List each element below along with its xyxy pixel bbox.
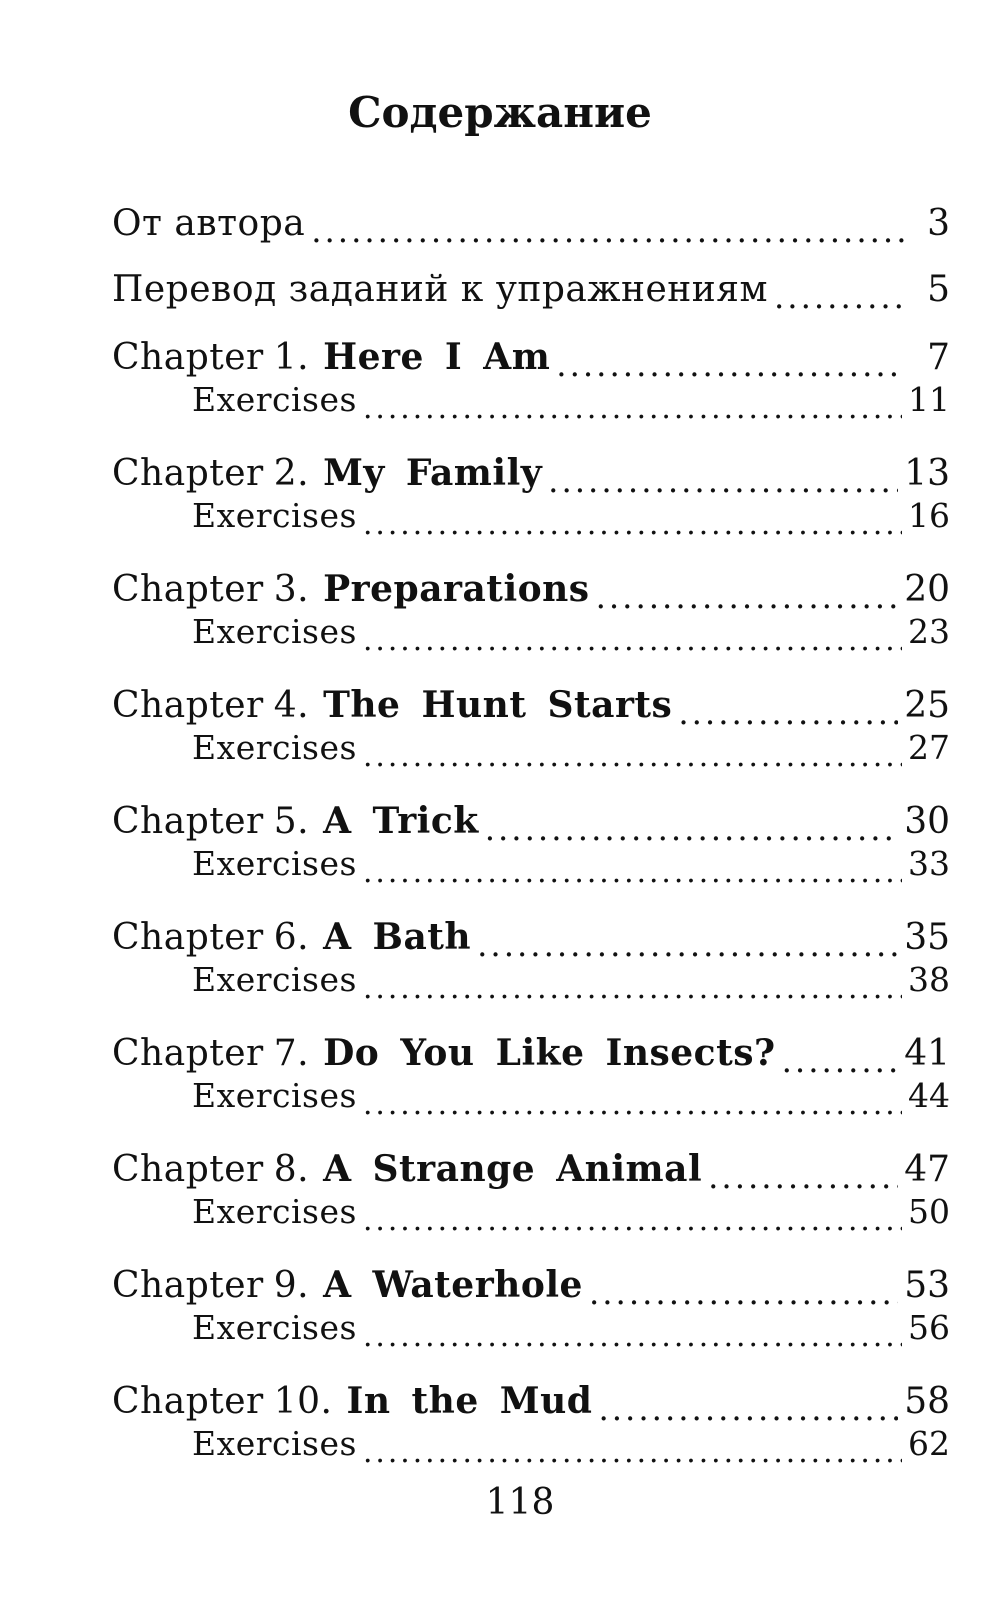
toc-page-number: 16	[908, 496, 950, 535]
dot-leader	[363, 399, 902, 432]
chapter-title: A Bath	[323, 916, 472, 958]
toc-entry-label	[112, 800, 479, 842]
chapter-word: Chapter	[112, 1033, 264, 1074]
page-title: Содержание	[348, 88, 652, 137]
toc-page-number: 23	[908, 612, 950, 651]
toc-entry-label	[112, 684, 672, 726]
toc-page-number: 53	[904, 1264, 950, 1306]
exercises-label: Exercises	[192, 1424, 357, 1463]
chapter-number: 9.	[273, 1265, 310, 1306]
dot-leader	[363, 979, 902, 1012]
dot-leader	[363, 1095, 902, 1128]
chapter-title: Do You Like Insects?	[323, 1032, 776, 1074]
exercises-label: Exercises	[192, 844, 357, 883]
toc-entry-task-translation[interactable]	[112, 256, 950, 322]
dot-leader	[782, 1050, 899, 1086]
chapter-title: A Waterhole	[323, 1264, 583, 1306]
dot-leader	[598, 1398, 898, 1434]
toc-page-number: 62	[908, 1424, 950, 1463]
chapter-number: 7.	[273, 1033, 310, 1074]
toc-page-number: 27	[908, 728, 950, 767]
dot-leader	[596, 586, 899, 622]
toc-page-number: 30	[904, 800, 950, 842]
dot-leader	[774, 286, 904, 322]
chapter-word: Chapter	[112, 685, 264, 726]
dot-leader	[556, 354, 904, 390]
toc-page-number: 44	[908, 1076, 950, 1115]
chapter-title: My Family	[323, 452, 543, 494]
toc-entry-label	[112, 1032, 776, 1074]
toc-page-number: 7	[927, 336, 950, 378]
toc-page-number: 50	[908, 1192, 950, 1231]
toc-page-number: 25	[904, 684, 950, 726]
exercises-label: Exercises	[192, 728, 357, 767]
chapter-word: Chapter	[112, 1265, 264, 1306]
chapter-word: Chapter	[112, 1149, 264, 1190]
chapter-word: Chapter	[112, 801, 264, 842]
dot-leader	[548, 470, 898, 506]
chapter-title: A Trick	[323, 800, 479, 842]
toc-page-number: 33	[908, 844, 950, 883]
toc-page-number: 20	[904, 568, 950, 610]
exercises-label: Exercises	[192, 380, 357, 419]
chapter-word: Chapter	[112, 917, 264, 958]
chapter-title: Here I Am	[323, 336, 551, 378]
exercises-label: Exercises	[192, 1192, 357, 1231]
toc-entry-author-note[interactable]	[112, 190, 950, 256]
dot-leader	[363, 1443, 902, 1476]
chapter-number: 6.	[273, 917, 310, 958]
toc-entry-label	[112, 1148, 702, 1190]
exercises-label: Exercises	[192, 960, 357, 999]
dot-leader	[589, 1282, 898, 1318]
chapter-title: Preparations	[323, 568, 590, 610]
chapter-number: 4.	[273, 685, 310, 726]
toc-page-number: 38	[908, 960, 950, 999]
toc-page-number: 41	[904, 1032, 950, 1074]
toc-page-number: 47	[904, 1148, 950, 1190]
exercises-label: Exercises	[192, 496, 357, 535]
chapter-number: 3.	[273, 569, 310, 610]
toc-page-number: 35	[904, 916, 950, 958]
toc-entry-label: Перевод заданий к упражнениям	[112, 268, 768, 310]
chapter-word: Chapter	[112, 569, 264, 610]
toc-page-number: 11	[908, 380, 950, 419]
toc-page-number: 56	[908, 1308, 950, 1347]
dot-leader	[363, 1211, 902, 1244]
toc-entry-label	[112, 1264, 583, 1306]
dot-leader	[363, 1327, 902, 1360]
exercises-label: Exercises	[192, 1308, 357, 1347]
toc-entry-label	[112, 336, 550, 378]
toc-page-number: 13	[904, 452, 950, 494]
page-number: 118	[485, 1482, 555, 1523]
dot-leader	[485, 818, 898, 854]
toc-entry-label	[112, 452, 542, 494]
toc-entry-label	[112, 1380, 592, 1422]
toc-entry-label: От автора	[112, 202, 306, 244]
toc-page-number: 58	[904, 1380, 950, 1422]
chapter-word: Chapter	[112, 1381, 264, 1422]
dot-leader	[363, 863, 902, 896]
dot-leader	[477, 934, 898, 970]
exercises-label: Exercises	[192, 1076, 357, 1115]
toc-entry-label	[112, 916, 471, 958]
chapter-title: The Hunt Starts	[323, 684, 673, 726]
toc-page-number: 5	[927, 268, 950, 310]
toc-page-number: 3	[927, 202, 950, 244]
chapter-number: 1.	[273, 337, 310, 378]
chapter-number: 8.	[273, 1149, 310, 1190]
dot-leader	[363, 515, 902, 548]
chapter-title: In the Mud	[346, 1380, 593, 1422]
chapter-number: 2.	[273, 453, 310, 494]
table-of-contents	[112, 190, 950, 1482]
dot-leader	[678, 702, 898, 738]
chapter-word: Chapter	[112, 453, 264, 494]
chapter-word: Chapter	[112, 337, 264, 378]
dot-leader	[363, 631, 902, 664]
chapter-title: A Strange Animal	[323, 1148, 703, 1190]
exercises-label: Exercises	[192, 612, 357, 651]
toc-entry-label	[112, 568, 590, 610]
chapter-number: 5.	[273, 801, 310, 842]
dot-leader	[708, 1166, 898, 1202]
dot-leader	[363, 747, 902, 780]
chapter-number: 10.	[273, 1381, 333, 1422]
dot-leader	[311, 220, 904, 256]
